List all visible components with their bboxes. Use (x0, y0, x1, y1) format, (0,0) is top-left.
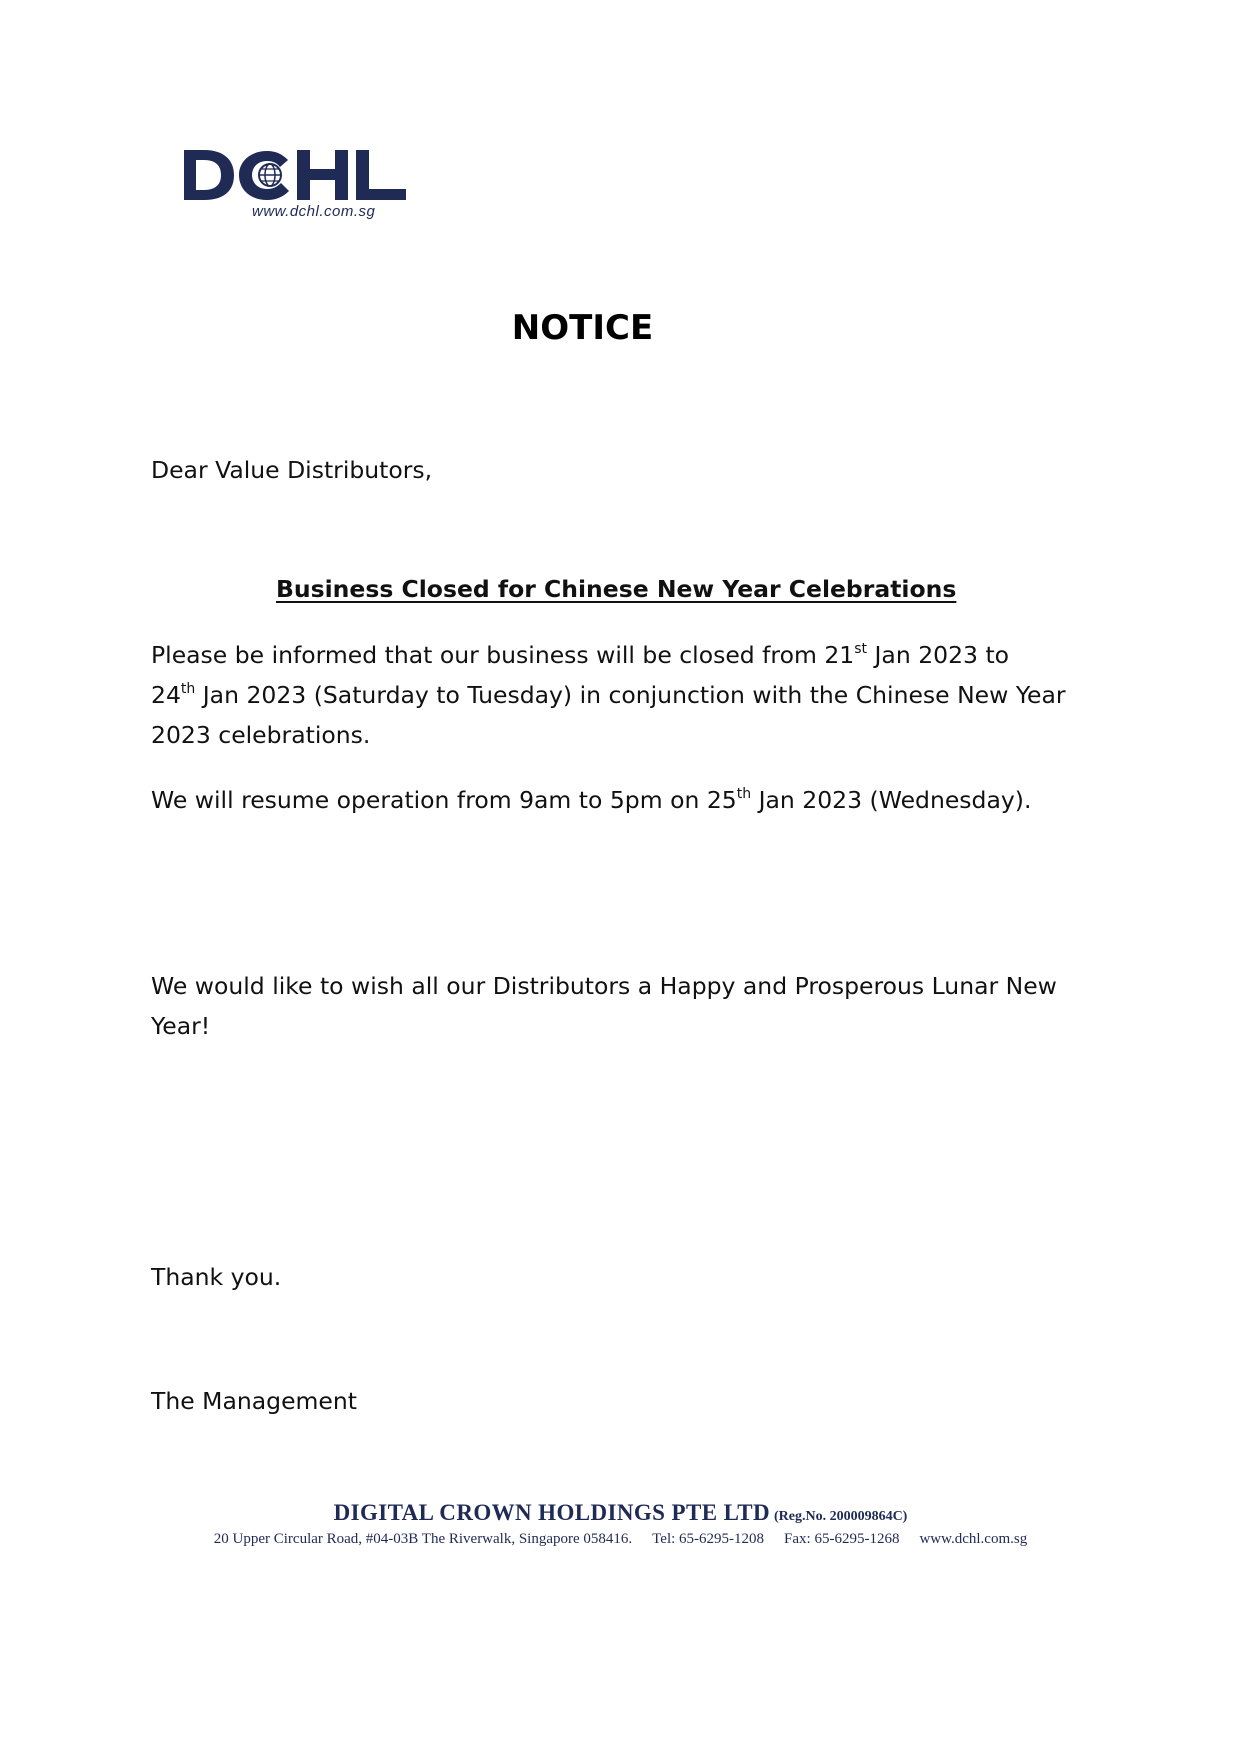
signoff-text: The Management (151, 1387, 357, 1415)
company-logo (182, 146, 412, 226)
closure-text-1: Please be informed that our business will be closed from 21 (151, 641, 855, 669)
company-website: www.dchl.com.sg (919, 1531, 1028, 1547)
company-fax: Fax: 65-6295-1268 (784, 1531, 900, 1547)
ordinal-suffix: st (854, 641, 868, 657)
ordinal-suffix: th (180, 681, 196, 697)
dchl-logo-icon (182, 146, 412, 206)
notice-subject: Business Closed for Chinese New Year Celebrations (276, 575, 957, 603)
footer-contact (0, 1531, 1241, 1548)
logo-url: www.dchl.com.sg (252, 203, 376, 220)
resume-paragraph (151, 780, 1111, 820)
resume-text-1: We will resume operation from 9am to 5pm on 25 (151, 786, 737, 814)
resume-text-2: Jan 2023 (Wednesday). (751, 786, 1032, 814)
wishes-line-1: We would like to wish all our Distributors a Happy and Prosperous Lunar New (151, 972, 1057, 1000)
thanks-text: Thank you. (151, 1263, 282, 1291)
closure-text-3: 24 (151, 681, 181, 709)
wishes-paragraph (151, 966, 1111, 1046)
company-address: 20 Upper Circular Road, #04-03B The Riverwalk, Singapore 058416. (213, 1531, 633, 1547)
registration-number: (Reg.No. 200009864C) (773, 1509, 908, 1524)
footer-company (0, 1500, 1241, 1526)
closure-paragraph (151, 635, 1111, 755)
ordinal-suffix: th (736, 786, 752, 802)
closure-text-2: Jan 2023 to (867, 641, 1010, 669)
notice-title: NOTICE (511, 308, 654, 348)
closure-text-5: 2023 celebrations. (151, 721, 371, 749)
closure-text-4: Jan 2023 (Saturday to Tuesday) in conjunction with the Chinese New Year (195, 681, 1066, 709)
company-tel: Tel: 65-6295-1208 (652, 1531, 765, 1547)
greeting: Dear Value Distributors, (151, 456, 433, 484)
wishes-line-2: Year! (151, 1012, 211, 1040)
company-name: DIGITAL CROWN HOLDINGS PTE LTD (333, 1500, 770, 1525)
